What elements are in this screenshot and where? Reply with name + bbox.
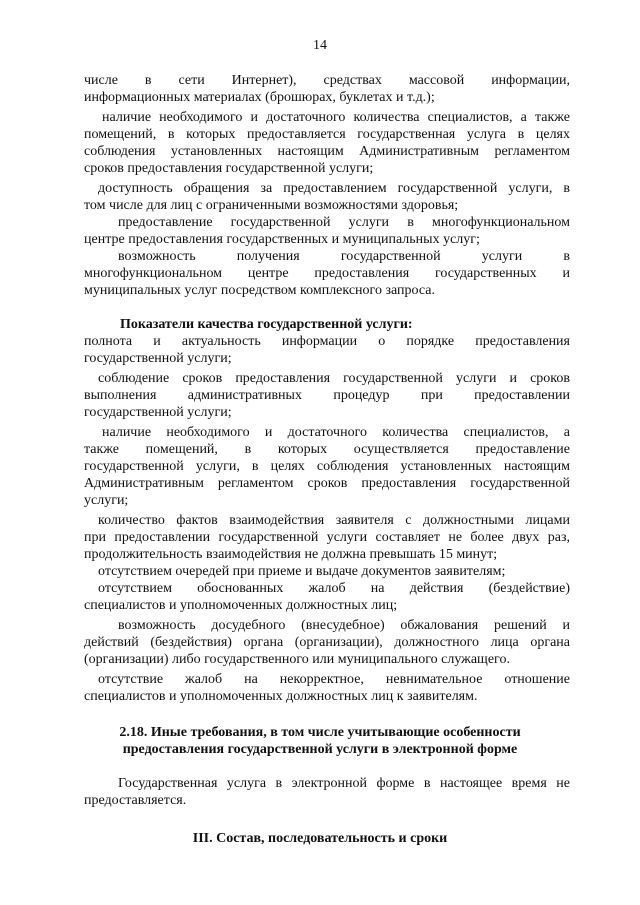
page-number: 14 bbox=[313, 38, 327, 53]
text-line: (организации) либо государственного или муниципального служащего. bbox=[84, 652, 510, 667]
text-line: наличие необходимого и достаточного количества специалистов, а bbox=[102, 425, 570, 440]
text-line: услуги; bbox=[84, 493, 129, 508]
text-line: соблюдение сроков предоставления государственной услуги и сроков bbox=[98, 371, 570, 386]
text-line: том числе для лиц с ограниченными возможностями здоровья; bbox=[84, 198, 459, 213]
text-line: государственной услуги; bbox=[84, 405, 232, 420]
text-line: специалистов и уполномоченных должностных лиц; bbox=[84, 598, 398, 613]
text-line: муниципальных услуг посредством комплексного запроса. bbox=[84, 283, 435, 298]
text-line: многофункциональном центре предоставления государственных и bbox=[84, 266, 570, 281]
text-line: действий (бездействия) органа (организации), должностного лица органа bbox=[84, 635, 570, 650]
text-line: информационных материалах (брошюрах, буклетах и т.д.); bbox=[84, 90, 435, 105]
text-line: государственной услуги; bbox=[84, 351, 232, 366]
text-line: полнота и актуальность информации о порядке предоставления bbox=[84, 334, 570, 349]
text-line: сроков предоставления государственной услуги; bbox=[84, 161, 374, 176]
text-line: при предоставлении государственной услуги составляет не более двух раз, bbox=[84, 530, 570, 545]
text-line: отсутствием очередей при приеме и выдаче документов заявителям; bbox=[98, 564, 506, 579]
text-line: центре предоставления государственных и муниципальных услуг; bbox=[84, 232, 480, 247]
text-line: государственной услуги, в целях соблюдения установленных настоящим bbox=[84, 459, 570, 474]
text-line: соблюдения установленных настоящим Административным регламентом bbox=[84, 144, 570, 159]
text-line: возможность досудебного (внесудебное) обжалования решений и bbox=[118, 618, 570, 633]
text-line: предоставление государственной услуги в многофункциональном bbox=[118, 215, 570, 230]
section-heading: 2.18. Иные требования, в том числе учитывающие особенности bbox=[119, 725, 521, 740]
text-line: отсутствием обоснованных жалоб на действия (бездействие) bbox=[98, 581, 570, 596]
section-heading: предоставления государственной услуги в электронной форме bbox=[122, 742, 518, 757]
text-line: отсутствие жалоб на некорректное, невнимательное отношение bbox=[98, 672, 570, 687]
text-line: специалистов и уполномоченных должностных лиц к заявителям. bbox=[84, 689, 478, 704]
text-line: помещений, в которых предоставляется государственная услуга в целях bbox=[84, 127, 570, 142]
text-line: наличие необходимого и достаточного количества специалистов, а также bbox=[102, 110, 570, 125]
text-line: числе в сети Интернет), средствах массовой информации, bbox=[84, 73, 570, 88]
section-heading: III. Состав, последовательность и сроки bbox=[192, 831, 448, 846]
text-line: предоставляется. bbox=[84, 793, 187, 808]
text-line: продолжительность взаимодействия не должна превышать 15 минут; bbox=[84, 547, 498, 562]
text-line: возможность получения государственной услуги в bbox=[118, 249, 570, 264]
text-line: также помещений, в которых осуществляется предоставление bbox=[84, 442, 570, 457]
text-line: Административным регламентом сроков предоставления государственной bbox=[84, 476, 570, 491]
text-line: доступность обращения за предоставлением государственной услуги, в bbox=[98, 181, 570, 196]
text-line: Государственная услуга в электронной форме в настоящее время не bbox=[118, 776, 570, 791]
text-line: выполнения административных процедур при предоставлении bbox=[84, 388, 570, 403]
text-line: количество фактов взаимодействия заявителя с должностными лицами bbox=[98, 513, 570, 528]
section-heading: Показатели качества государственной услуги: bbox=[120, 317, 413, 332]
